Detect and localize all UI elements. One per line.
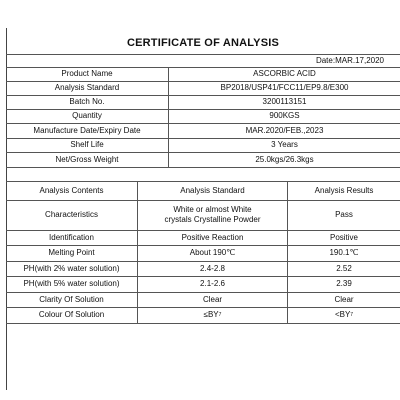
result-text: <BY [334, 310, 351, 319]
info-label: Product Name [61, 69, 113, 78]
analysis-result [288, 307, 400, 323]
analysis-content: Identification [49, 232, 94, 242]
analysis-standard: Positive Reaction [181, 232, 244, 242]
analysis-content: Characteristics [45, 210, 98, 219]
analysis-result: 2.52 [336, 263, 352, 273]
info-value: 25.0kgs/26.3kgs [255, 154, 314, 164]
standard-line: crystals Crystalline Powder [164, 215, 261, 224]
analysis-content: Clarity Of Solution [39, 294, 104, 304]
result-subscript: 7 [350, 311, 354, 318]
info-value: ASCORBIC ACID [253, 69, 316, 78]
info-label: Net/Gross Weight [55, 154, 119, 164]
issue-date: Date:MAR.17,2020 [315, 56, 384, 65]
column-header-standard: Analysis Standard [180, 185, 245, 195]
analysis-result: Pass [335, 210, 353, 219]
info-value: 3 Years [271, 140, 298, 149]
standard-line: White or almost White [173, 205, 252, 214]
analysis-standard: About 190℃ [189, 248, 236, 257]
info-value: BP2018/USP41/FCC11/EP9.8/E300 [220, 83, 349, 92]
analysis-content: PH(with 5% water solution) [23, 279, 120, 288]
standard-text: ≤BY [203, 310, 219, 319]
analysis-standard: 2.1-2.6 [200, 279, 225, 288]
analysis-standard [138, 200, 287, 230]
analysis-standard: 2.4-2.8 [200, 263, 225, 273]
analysis-content: PH(with 2% water solution) [23, 263, 120, 273]
divider [6, 323, 400, 324]
standard-subscript: 7 [218, 311, 222, 318]
analysis-standard [138, 307, 287, 323]
column-header-results: Analysis Results [314, 185, 374, 195]
info-value: 3200113151 [262, 97, 307, 106]
analysis-content: Melting Point [48, 248, 95, 257]
divider [6, 167, 400, 168]
document-title: CERTIFICATE OF ANALYSIS [126, 37, 280, 49]
analysis-result: Clear [334, 294, 354, 304]
info-label: Batch No. [69, 97, 105, 106]
analysis-result: 2.39 [336, 279, 352, 288]
analysis-result: Positive [329, 232, 358, 242]
analysis-content: Colour Of Solution [38, 310, 105, 319]
info-value: MAR.2020/FEB.,2023 [245, 125, 324, 135]
info-label: Quantity [72, 111, 102, 120]
info-value: 900KGS [269, 111, 300, 120]
analysis-standard: Clear [202, 294, 223, 304]
info-label: Analysis Standard [54, 83, 120, 92]
column-header-contents: Analysis Contents [39, 185, 104, 195]
analysis-result: 190.1℃ [329, 248, 359, 257]
info-label: Shelf Life [70, 140, 104, 149]
info-label: Manufacture Date/Expiry Date [33, 125, 141, 135]
